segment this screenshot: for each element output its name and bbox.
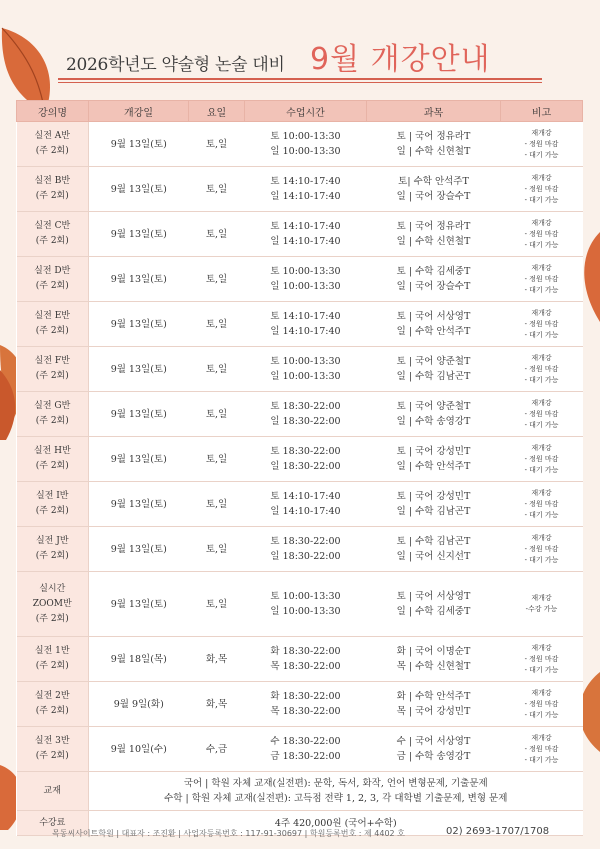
class-name: 실전 B반	[34, 176, 71, 186]
remark-reopen: 재개강	[531, 398, 552, 407]
table-row	[17, 437, 583, 482]
start-date-cell	[89, 527, 189, 572]
subject-teacher: 토| 수학 안석주T	[398, 176, 469, 187]
class-days: 토,일	[205, 453, 228, 465]
time-slot: 토 18:30-22:00	[270, 536, 341, 547]
subject-cell	[367, 302, 501, 347]
remark-waitlist: - 대기 가능	[524, 375, 559, 384]
start-date: 9월 13일(토)	[110, 318, 167, 330]
header-start-date: 개강일	[89, 101, 189, 122]
subject-cell	[367, 257, 501, 302]
class-name: 실전 C반	[34, 221, 71, 231]
remark-reopen: 재개강	[531, 533, 552, 542]
class-frequency: (주 2회)	[35, 461, 69, 471]
days-cell	[189, 637, 245, 682]
time-slot: 토 10:00-13:30	[270, 591, 341, 602]
remark-waitlist: - 대기 가능	[524, 150, 559, 159]
remark-status: - 정원 마감	[524, 409, 559, 418]
remark-reopen: 재개강	[531, 733, 552, 742]
days-cell	[189, 682, 245, 727]
class-name-cell	[17, 682, 89, 727]
class-name-cell	[17, 437, 89, 482]
subject-teacher: 일 | 국어 신지선T	[396, 551, 471, 562]
header-subject: 과목	[367, 101, 501, 122]
table-row	[17, 212, 583, 257]
class-name: 실전 J반	[35, 536, 69, 546]
class-days: 화,목	[205, 698, 228, 710]
remarks-cell	[501, 212, 583, 257]
days-cell	[189, 572, 245, 637]
subject-teacher: 일 | 수학 송영강T	[396, 416, 471, 427]
time-slot: 일 14:10-17:40	[270, 506, 341, 517]
subject-cell	[367, 637, 501, 682]
class-frequency: (주 2회)	[35, 326, 69, 336]
remark-waitlist: - 대기 가능	[524, 240, 559, 249]
header-class-time: 수업시간	[245, 101, 367, 122]
start-date: 9월 10일(수)	[110, 743, 167, 755]
class-days: 토,일	[205, 363, 228, 375]
time-slot: 화 18:30-22:00	[270, 646, 341, 657]
start-date: 9월 13일(토)	[110, 408, 167, 420]
start-date: 9월 13일(토)	[110, 598, 167, 610]
header-remarks: 비고	[501, 101, 583, 122]
table-row	[17, 122, 583, 167]
class-name: 실전 I반	[36, 491, 69, 501]
time-cell	[245, 727, 367, 772]
time-slot: 일 10:00-13:30	[270, 606, 341, 617]
subject-teacher: 토 | 수학 김남곤T	[396, 536, 471, 547]
remark-reopen: 재개강	[531, 594, 552, 602]
remarks-cell	[501, 302, 583, 347]
time-slot: 일 14:10-17:40	[270, 191, 341, 202]
class-name-cell	[17, 572, 89, 637]
subject-teacher: 화 | 국어 이명순T	[396, 646, 471, 657]
subject-teacher: 토 | 수학 김세중T	[396, 266, 471, 277]
time-slot: 목 18:30-22:00	[270, 661, 341, 672]
class-name: 실전 F반	[34, 356, 70, 366]
title-divider-thin	[58, 82, 542, 83]
remark-waitlist: - 대기 가능	[524, 755, 559, 764]
start-date-cell	[89, 437, 189, 482]
textbook-math: 수학 | 학원 자체 교재(실전편): 고득점 전략 1, 2, 3, 각 대학별 기출문제, 변형 문제	[164, 793, 508, 804]
remark-reopen: 재개강	[531, 688, 552, 697]
subject-teacher: 일 | 수학 김남곤T	[396, 506, 471, 517]
remark-waitlist: - 대기 가능	[524, 330, 559, 339]
class-name-cell	[17, 482, 89, 527]
header-days: 요일	[189, 101, 245, 122]
time-slot: 일 10:00-13:30	[270, 371, 341, 382]
time-slot: 화 18:30-22:00	[270, 691, 341, 702]
subject-teacher: 수 | 국어 서상영T	[396, 736, 471, 747]
subject-teacher: 화 | 수학 안석주T	[396, 691, 471, 702]
time-slot: 토 14:10-17:40	[270, 221, 341, 232]
time-cell	[245, 682, 367, 727]
remark-reopen: 재개강	[531, 443, 552, 452]
remark-waitlist: - 대기 가능	[524, 510, 559, 519]
remarks-cell	[501, 727, 583, 772]
table-row	[17, 302, 583, 347]
remark-reopen: 재개강	[531, 263, 552, 272]
time-slot: 일 18:30-22:00	[270, 551, 341, 562]
class-frequency: (주 2회)	[35, 551, 69, 561]
remark-reopen: 재개강	[531, 643, 552, 652]
remark-reopen: 재개강	[531, 173, 552, 182]
class-name: 실시간	[39, 583, 66, 594]
days-cell	[189, 527, 245, 572]
start-date-cell	[89, 347, 189, 392]
subject-teacher: 일 | 국어 장슬수T	[396, 281, 471, 292]
class-frequency: (주 2회)	[35, 236, 69, 246]
subject-teacher: 목 | 수학 신현철T	[396, 661, 471, 672]
class-name-cell	[17, 637, 89, 682]
table-row	[17, 637, 583, 682]
time-cell	[245, 302, 367, 347]
subject-teacher: 토 | 국어 서상영T	[396, 311, 471, 322]
time-slot: 토 14:10-17:40	[270, 176, 341, 187]
remark-reopen: 재개강	[531, 488, 552, 497]
time-cell	[245, 527, 367, 572]
class-frequency: (주 2회)	[35, 416, 69, 426]
remarks-cell	[501, 392, 583, 437]
footer-info: 목동씨사이트학원 | 대표자 : 조진환 | 사업자등록번호 : 117-91-30697 | 학원등록번호 : 제 4402 호	[52, 829, 405, 838]
title-divider	[58, 78, 542, 80]
title-area	[58, 34, 542, 84]
start-date: 9월 18일(목)	[110, 653, 167, 665]
remark-reopen: 재개강	[531, 308, 552, 317]
class-days: 토,일	[205, 183, 228, 195]
start-date-cell	[89, 212, 189, 257]
subject-cell	[367, 682, 501, 727]
table-row	[17, 572, 583, 637]
subject-teacher: 일 | 수학 신현철T	[396, 236, 471, 247]
schedule-table	[16, 100, 583, 836]
subject-teacher: 금 | 수학 송영강T	[396, 751, 471, 762]
days-cell	[189, 167, 245, 212]
class-days: 토,일	[205, 408, 228, 420]
time-slot: 토 10:00-13:30	[270, 356, 341, 367]
time-cell	[245, 572, 367, 637]
class-name-cell	[17, 392, 89, 437]
footer-phone: 02) 2693-1707/1708	[446, 826, 550, 837]
remarks-cell	[501, 637, 583, 682]
time-cell	[245, 167, 367, 212]
class-days: 화,목	[205, 653, 228, 665]
remarks-cell	[501, 347, 583, 392]
start-date-cell	[89, 167, 189, 212]
time-cell	[245, 122, 367, 167]
class-days: 토,일	[205, 138, 228, 150]
table-header-row	[17, 101, 583, 122]
textbook-label-cell	[17, 772, 89, 811]
class-name: 실전 1반	[34, 646, 70, 656]
remark-status: - 정원 마감	[524, 319, 559, 328]
time-slot: 토 10:00-13:30	[270, 266, 341, 277]
time-slot: 일 14:10-17:40	[270, 236, 341, 247]
class-frequency: (주 2회)	[35, 613, 69, 624]
textbook-label: 교재	[43, 785, 61, 796]
header-class-name: 강의명	[17, 101, 89, 122]
start-date-cell	[89, 257, 189, 302]
time-slot: 토 18:30-22:00	[270, 446, 341, 457]
remark-reopen: 재개강	[531, 218, 552, 227]
start-date-cell	[89, 392, 189, 437]
remark-waitlist: - 대기 가능	[524, 665, 559, 674]
remarks-cell	[501, 482, 583, 527]
time-cell	[245, 392, 367, 437]
remark-status: - 정원 마감	[524, 499, 559, 508]
remarks-cell	[501, 527, 583, 572]
subject-teacher: 토 | 국어 서상영T	[396, 591, 471, 602]
class-days: 토,일	[205, 543, 228, 555]
class-name: 실전 3반	[34, 736, 70, 746]
time-slot: 토 14:10-17:40	[270, 311, 341, 322]
start-date: 9월 13일(토)	[110, 138, 167, 150]
table-row	[17, 527, 583, 572]
remark-waitlist: - 대기 가능	[524, 420, 559, 429]
class-name: 실전 G반	[34, 401, 71, 411]
days-cell	[189, 257, 245, 302]
subject-teacher: 목 | 국어 강성민T	[396, 706, 471, 717]
class-days: 수,금	[205, 743, 228, 755]
time-slot: 수 18:30-22:00	[270, 736, 341, 747]
days-cell	[189, 347, 245, 392]
remark-status: - 정원 마감	[524, 699, 559, 708]
class-name: 실전 A반	[34, 131, 70, 141]
remark-status: - 정원 마감	[524, 229, 559, 238]
subject-teacher: 일 | 수학 김남곤T	[396, 371, 471, 382]
time-cell	[245, 482, 367, 527]
class-name-cell	[17, 212, 89, 257]
start-date-cell	[89, 682, 189, 727]
remarks-cell	[501, 572, 583, 637]
subject-teacher: 토 | 국어 양준철T	[396, 356, 471, 367]
table-row	[17, 482, 583, 527]
remark-reopen: 재개강	[531, 128, 552, 137]
remarks-cell	[501, 167, 583, 212]
remark-status: -수강 가능	[525, 605, 558, 613]
subject-cell	[367, 437, 501, 482]
class-frequency: (주 2회)	[35, 706, 69, 716]
class-days: 토,일	[205, 318, 228, 330]
time-slot: 일 18:30-22:00	[270, 416, 341, 427]
subject-teacher: 토 | 국어 강성민T	[396, 491, 471, 502]
days-cell	[189, 727, 245, 772]
start-date: 9월 13일(토)	[110, 273, 167, 285]
class-name: 실전 2반	[34, 691, 70, 701]
class-frequency: (주 2회)	[35, 506, 69, 516]
start-date-cell	[89, 572, 189, 637]
class-name-cell	[17, 727, 89, 772]
remark-waitlist: - 대기 가능	[524, 555, 559, 564]
textbook-korean: 국어 | 학원 자체 교재(실전편): 문학, 독서, 화작, 언어 변형문제, 기출문제	[183, 778, 488, 789]
time-cell	[245, 637, 367, 682]
remark-status: - 정원 마감	[524, 744, 559, 753]
remarks-cell	[501, 257, 583, 302]
subject-cell	[367, 392, 501, 437]
remarks-cell	[501, 682, 583, 727]
start-date-cell	[89, 727, 189, 772]
subject-cell	[367, 572, 501, 637]
class-days: 토,일	[205, 498, 228, 510]
subject-teacher: 토 | 국어 정유라T	[396, 221, 471, 232]
remark-waitlist: - 대기 가능	[524, 195, 559, 204]
class-frequency: (주 2회)	[35, 661, 69, 671]
time-cell	[245, 257, 367, 302]
class-name: 실전 D반	[34, 266, 71, 276]
subject-teacher: 일 | 국어 장슬수T	[396, 191, 471, 202]
class-name-cell	[17, 167, 89, 212]
remark-waitlist: - 대기 가능	[524, 465, 559, 474]
table-row	[17, 682, 583, 727]
remark-waitlist: - 대기 가능	[524, 710, 559, 719]
days-cell	[189, 437, 245, 482]
class-name-sub: ZOOM반	[32, 598, 72, 609]
time-slot: 금 18:30-22:00	[270, 751, 341, 762]
title-main: 9월 개강안내	[310, 42, 491, 77]
subject-teacher: 토 | 국어 양준철T	[396, 401, 471, 412]
remarks-cell	[501, 122, 583, 167]
time-slot: 일 14:10-17:40	[270, 326, 341, 337]
subject-teacher: 일 | 수학 신현철T	[396, 146, 471, 157]
fee-value: 4주 420,000원 (국어+수학)	[274, 817, 397, 829]
start-date: 9월 13일(토)	[110, 498, 167, 510]
class-frequency: (주 2회)	[35, 371, 69, 381]
class-name-cell	[17, 347, 89, 392]
remark-status: - 정원 마감	[524, 454, 559, 463]
start-date: 9월 13일(토)	[110, 543, 167, 555]
subject-teacher: 토 | 국어 강성민T	[396, 446, 471, 457]
subject-teacher: 일 | 수학 안석주T	[396, 326, 471, 337]
table-row	[17, 727, 583, 772]
remark-status: - 정원 마감	[524, 184, 559, 193]
subject-cell	[367, 482, 501, 527]
start-date-cell	[89, 482, 189, 527]
textbook-row	[17, 772, 583, 811]
subject-cell	[367, 727, 501, 772]
class-days: 토,일	[205, 598, 228, 610]
class-name: 실전 H반	[33, 446, 71, 456]
days-cell	[189, 122, 245, 167]
subject-teacher: 일 | 수학 김세중T	[396, 606, 471, 617]
class-name-cell	[17, 527, 89, 572]
subject-cell	[367, 212, 501, 257]
title-subtitle: 2026학년도 약술형 논술 대비	[66, 55, 285, 75]
start-date: 9월 13일(토)	[110, 228, 167, 240]
start-date: 9월 9일(화)	[113, 698, 164, 710]
class-name-cell	[17, 122, 89, 167]
time-cell	[245, 437, 367, 482]
subject-cell	[367, 527, 501, 572]
time-slot: 토 18:30-22:00	[270, 401, 341, 412]
start-date: 9월 13일(토)	[110, 183, 167, 195]
remarks-cell	[501, 437, 583, 482]
remark-status: - 정원 마감	[524, 654, 559, 663]
class-name: 실전 E반	[34, 311, 70, 321]
subject-teacher: 토 | 국어 정유라T	[396, 131, 471, 142]
class-frequency: (주 2회)	[35, 146, 69, 156]
start-date: 9월 13일(토)	[110, 363, 167, 375]
days-cell	[189, 392, 245, 437]
class-frequency: (주 2회)	[35, 751, 69, 761]
table-row	[17, 167, 583, 212]
remark-waitlist: - 대기 가능	[524, 285, 559, 294]
time-slot: 목 18:30-22:00	[270, 706, 341, 717]
time-slot: 토 10:00-13:30	[270, 131, 341, 142]
time-slot: 토 14:10-17:40	[270, 491, 341, 502]
days-cell	[189, 212, 245, 257]
textbook-content-cell	[89, 772, 583, 811]
class-name-cell	[17, 302, 89, 347]
subject-cell	[367, 122, 501, 167]
time-slot: 일 10:00-13:30	[270, 146, 341, 157]
start-date-cell	[89, 122, 189, 167]
time-cell	[245, 347, 367, 392]
class-frequency: (주 2회)	[35, 281, 69, 291]
time-slot: 일 18:30-22:00	[270, 461, 341, 472]
class-days: 토,일	[205, 273, 228, 285]
remark-status: - 정원 마감	[524, 139, 559, 148]
subject-teacher: 일 | 수학 안석주T	[396, 461, 471, 472]
days-cell	[189, 302, 245, 347]
time-cell	[245, 212, 367, 257]
start-date-cell	[89, 302, 189, 347]
fee-label: 수강료	[39, 817, 66, 828]
remark-reopen: 재개강	[531, 353, 552, 362]
table-row	[17, 392, 583, 437]
days-cell	[189, 482, 245, 527]
class-name-cell	[17, 257, 89, 302]
class-frequency: (주 2회)	[35, 191, 69, 201]
table-row	[17, 257, 583, 302]
remark-status: - 정원 마감	[524, 274, 559, 283]
remark-status: - 정원 마감	[524, 544, 559, 553]
class-days: 토,일	[205, 228, 228, 240]
start-date: 9월 13일(토)	[110, 453, 167, 465]
table-row	[17, 347, 583, 392]
start-date-cell	[89, 637, 189, 682]
subject-cell	[367, 347, 501, 392]
remark-status: - 정원 마감	[524, 364, 559, 373]
time-slot: 일 10:00-13:30	[270, 281, 341, 292]
subject-cell	[367, 167, 501, 212]
